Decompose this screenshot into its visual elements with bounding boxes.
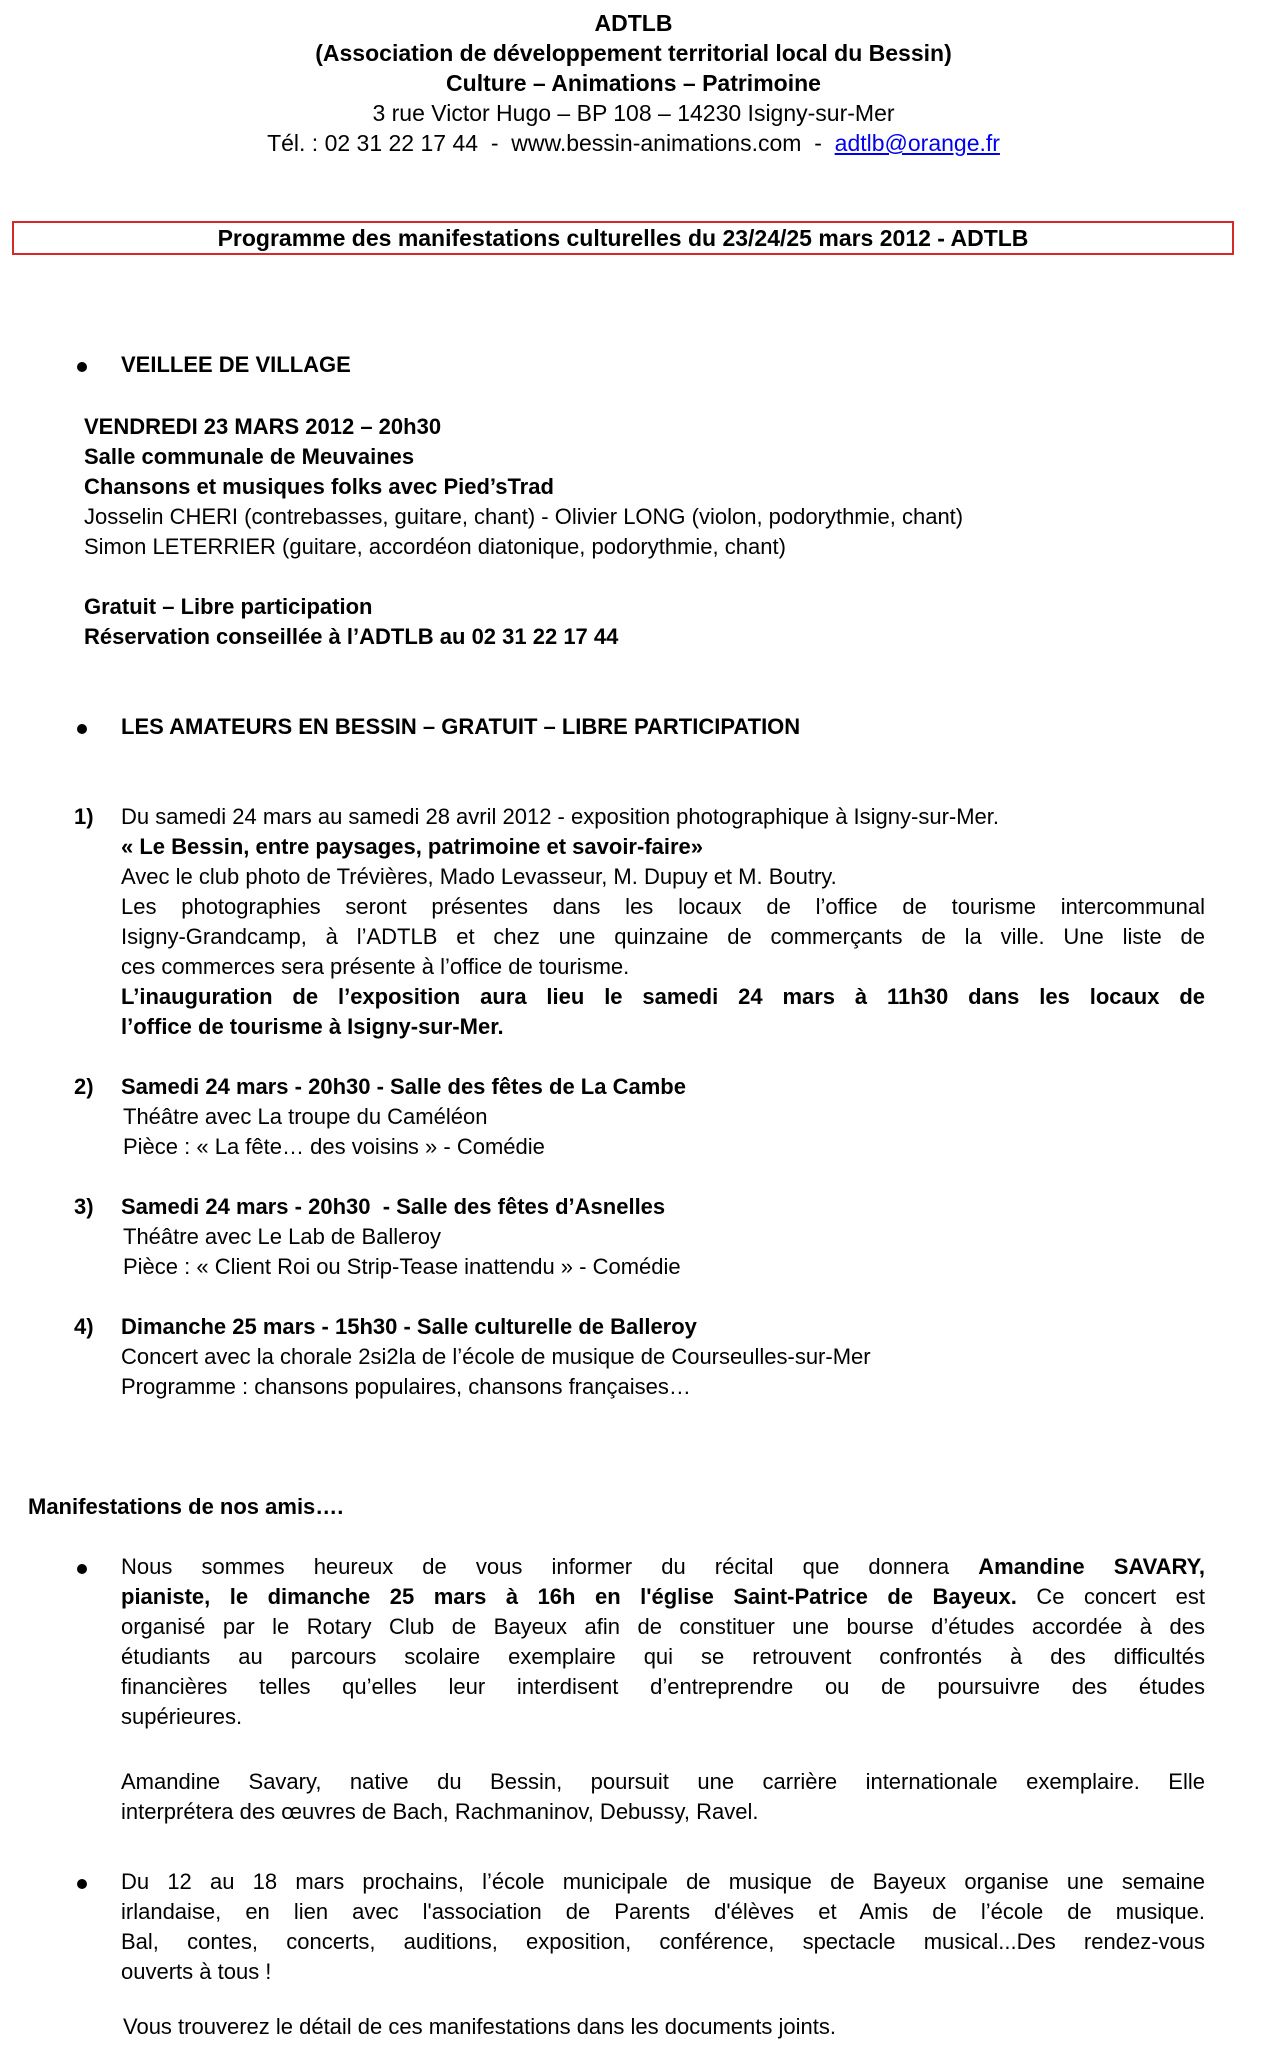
recital-line-1 [121, 1552, 1205, 1582]
bullet-icon [77, 1564, 87, 1574]
item-1-line: Avec le club photo de Trévières, Mado Levasseur, M. Dupuy et M. Boutry. [121, 864, 837, 889]
recital-continuation: Ce concert est [1016, 1584, 1205, 1609]
recital-line: supérieures. [121, 1704, 243, 1729]
item-1-exhibition-title: « Le Bessin, entre paysages, patrimoine et savoir-faire» [121, 834, 704, 859]
irish-week-line: Bal, contes, concerts, auditions, exposition, conférence, spectacle musical...Des rendez-vous [121, 1929, 1205, 1954]
irish-week-line: irlandaise, en lien avec l'association de Parents d'élèves et Amis de l’école de musique. [121, 1899, 1205, 1924]
veillee-price: Gratuit – Libre participation [84, 594, 373, 619]
item-1-line: Isigny-Grandcamp, à l’ADTLB et chez une quinzaine de commerçants de la ville. Une liste de [121, 924, 1205, 949]
org-short-name: ADTLB [594, 10, 673, 36]
org-tagline: Culture – Animations – Patrimoine [446, 70, 821, 96]
item-2-line: Théâtre avec La troupe du Caméléon [123, 1104, 488, 1129]
pianist-bio-line: interprétera des œuvres de Bach, Rachmaninov, Debussy, Ravel. [121, 1799, 759, 1824]
pianist-bio-line: Amandine Savary, native du Bessin, poursuit une carrière internationale exemplaire. Elle [121, 1769, 1205, 1794]
item-4-line: Programme : chansons populaires, chansons françaises… [121, 1374, 691, 1399]
irish-week-line: ouverts à tous ! [121, 1959, 272, 1984]
item-3-line: Pièce : « Client Roi ou Strip-Tease inattendu » - Comédie [123, 1254, 681, 1279]
closing-note: Vous trouverez le détail de ces manifestations dans les documents joints. [123, 2014, 836, 2039]
amateurs-heading: LES AMATEURS EN BESSIN – GRATUIT – LIBRE PARTICIPATION [121, 714, 801, 739]
item-number: 3) [74, 1194, 94, 1219]
item-3-line: Théâtre avec Le Lab de Balleroy [123, 1224, 441, 1249]
item-number: 2) [74, 1074, 94, 1099]
recital-line: organisé par le Rotary Club de Bayeux afin de constituer une bourse d’études accordée à des [121, 1614, 1205, 1639]
recital-line: étudiants au parcours scolaire exemplaire qui se retrouvent confrontés à des difficultés [121, 1644, 1205, 1669]
veillee-place: Salle communale de Meuvaines [84, 444, 415, 469]
item-1-inauguration: l’office de tourisme à Isigny-sur-Mer. [121, 1014, 504, 1039]
item-1-line: Les photographies seront présentes dans les locaux de l’office de tourisme intercommunal [121, 894, 1205, 919]
item-2-title: Samedi 24 mars - 20h30 - Salle des fêtes de La Cambe [121, 1074, 686, 1099]
veillee-date: VENDREDI 23 MARS 2012 – 20h30 [84, 414, 442, 439]
veillee-reservation: Réservation conseillée à l’ADTLB au 02 31 22 17 44 [84, 624, 619, 649]
friends-heading: Manifestations de nos amis…. [28, 1494, 344, 1519]
email-link[interactable]: adtlb@orange.fr [834, 130, 1000, 156]
bullet-icon [77, 724, 87, 734]
veillee-heading: VEILLEE DE VILLAGE [121, 352, 351, 377]
item-number: 4) [74, 1314, 94, 1339]
item-number: 1) [74, 804, 94, 829]
program-title: Programme des manifestations culturelles du 23/24/25 mars 2012 - ADTLB [12, 221, 1234, 255]
org-address: 3 rue Victor Hugo – BP 108 – 14230 Isigny-sur-Mer [372, 100, 895, 126]
item-4-title: Dimanche 25 mars - 15h30 - Salle culturelle de Balleroy [121, 1314, 697, 1339]
veillee-show: Chansons et musiques folks avec Pied’sTrad [84, 474, 554, 499]
irish-week-line: Du 12 au 18 mars prochains, l’école municipale de musique de Bayeux organise une semaine [121, 1869, 1205, 1894]
pianist-name: Amandine SAVARY, [978, 1554, 1205, 1579]
veillee-artists-1: Josselin CHERI (contrebasses, guitare, chant) - Olivier LONG (violon, podorythmie, chant) [84, 504, 964, 529]
bullet-icon [77, 1879, 87, 1889]
recital-details: pianiste, le dimanche 25 mars à 16h en l'église Saint-Patrice de Bayeux. [121, 1584, 1017, 1609]
org-full-name: (Association de développement territorial local du Bessin) [315, 40, 952, 66]
recital-line: financières telles qu’elles leur interdisent d’entreprendre ou de poursuivre des études [121, 1674, 1205, 1699]
veillee-artists-2: Simon LETERRIER (guitare, accordéon diatonique, podorythmie, chant) [84, 534, 786, 559]
item-2-line: Pièce : « La fête… des voisins » - Comédie [123, 1134, 545, 1159]
item-3-title: Samedi 24 mars - 20h30 - Salle des fêtes d’Asnelles [121, 1194, 666, 1219]
item-1-inauguration: L’inauguration de l’exposition aura lieu le samedi 24 mars à 11h30 dans les locaux de [121, 984, 1205, 1009]
recital-intro: Nous sommes heureux de vous informer du récital que donnera [121, 1554, 979, 1579]
item-1-line: Du samedi 24 mars au samedi 28 avril 2012 - exposition photographique à Isigny-sur-Mer. [121, 804, 1000, 829]
letterhead [0, 8, 1267, 158]
item-1-line: ces commerces sera présente à l’office de tourisme. [121, 954, 630, 979]
recital-line-2 [121, 1582, 1205, 1612]
bullet-icon [77, 362, 87, 372]
org-contact [0, 128, 1267, 158]
contact-phone-web: Tél. : 02 31 22 17 44 - www.bessin-animations.com - [267, 130, 835, 156]
item-4-line: Concert avec la chorale 2si2la de l’école de musique de Courseulles-sur-Mer [121, 1344, 871, 1369]
